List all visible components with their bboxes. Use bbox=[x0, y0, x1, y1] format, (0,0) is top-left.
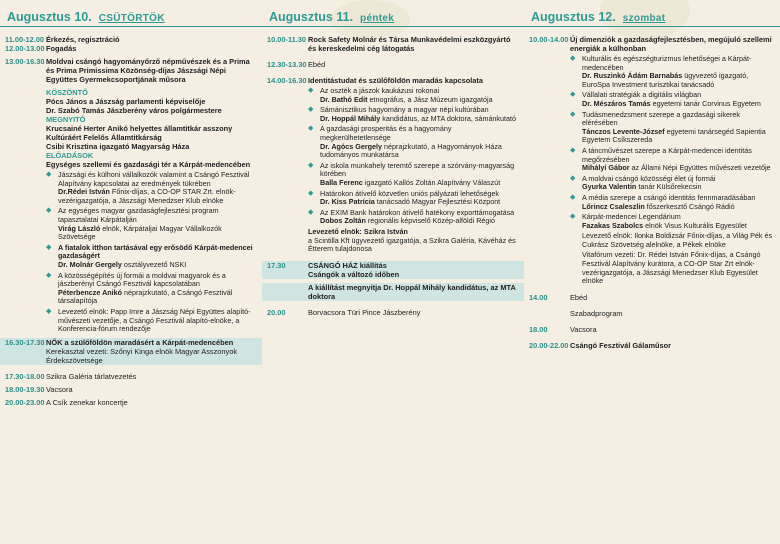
section-row: MEGNYITÓ bbox=[46, 115, 86, 124]
talk-item: ◆ Kárpát-medencei Legendárium Fazakas Szabolcs elnök Visus Kulturális Egyesület bbox=[570, 212, 747, 230]
diamond-bullet-icon: ◆ bbox=[308, 106, 314, 114]
section-row: KÖSZÖNTŐ bbox=[46, 88, 88, 97]
schedule-row: Pócs János a Jászság parlamenti képviselője bbox=[46, 97, 206, 106]
diamond-bullet-icon: ◆ bbox=[46, 243, 52, 251]
schedule-row: 10.00-11.30 Rock Safety Molnár és Társa Munkavédelmi eszközgyártó és kereskedelmi cég látogatás bbox=[267, 35, 511, 53]
schedule-row: 17.30 CSÁNGÓ HÁZ kiállítás Csángók a változó időben bbox=[262, 261, 524, 279]
section-row: ELŐADÁSOK bbox=[46, 151, 94, 160]
schedule-row: 11.00-12.00 Érkezés, regisztráció bbox=[5, 35, 120, 44]
talk-item: ◆ Tudásmenedzsment szerepe a gazdasági sikerek elérésében Tánczos Levente-József egyetemi tanársegéd Sapientia Egyetem Csíkszereda bbox=[570, 109, 766, 145]
schedule-row: Szabadprogram bbox=[570, 308, 623, 318]
talk-item: ◆ A moldvai csángó közösségi élet új formái Gyurka Valentin tanár Külsőrekecsin bbox=[570, 173, 716, 192]
schedule-row: 20.00-23.00 A Csík zenekar koncertje bbox=[5, 397, 128, 407]
moderator-item: Vitafórum vezeti: Dr. Rédei István Főnix-díjas, a Csángó Fesztivál Alapítvány kurátora, a CO-OP Star Zrt elnök-vezérigazgatója, a Jászsági Menedzser Klub Egyesület elnöke bbox=[582, 250, 761, 286]
day-column-aug-11 bbox=[262, 0, 524, 544]
schedule-row: A kiállítást megnyitja Dr. Hoppál Mihály kandidátus, az MTA doktora bbox=[262, 283, 524, 301]
talk-item: ◆ A média szerepe a csángó identitás fennmaradásában Lőrincz Csaleszlin főszerkesztő Csángó Rádió bbox=[570, 192, 756, 211]
schedule-row: 18.00-19.30 Vacsora bbox=[5, 384, 73, 394]
schedule-row: 20.00 Borvacsora Türi Pince Jászberény bbox=[267, 307, 421, 317]
diamond-bullet-icon: ◆ bbox=[308, 161, 314, 169]
talk-item: ◆ Jászsági és külhoni vállalkozók valamint a Csángó Fesztivál Alapítvány kapcsolatai az eredmények tükrében Dr.Rédei István Főnix-díjas, a CO-OP STAR Zrt. elnök-vezérigazgatója, a Jászsági Menedzser Klub elnöke bbox=[46, 170, 250, 205]
schedule-row: 12.00-13.00 Fogadás bbox=[5, 44, 77, 53]
diamond-bullet-icon: ◆ bbox=[570, 174, 576, 182]
day-header: Augusztus 10. CSÜTÖRTÖK bbox=[7, 10, 165, 24]
schedule-row: 10.00-14.00 Új dimenziók a gazdaságfejlesztésben, megújuló szellemi energiák a külhonban bbox=[529, 35, 772, 53]
talk-item: ◆ Az oszték a jászok kaukázusi rokonai Dr. Bathó Edit etnográfus, a Jász Múzeum igazgatója bbox=[308, 86, 493, 104]
diamond-bullet-icon: ◆ bbox=[308, 208, 314, 216]
schedule-row: Dr. Szabó Tamás Jászberény város polgármestere bbox=[46, 106, 222, 115]
diamond-bullet-icon: ◆ bbox=[46, 171, 52, 178]
schedule-row: Csibi Krisztina igazgató Magyarság Háza bbox=[46, 142, 190, 151]
talk-item: ◆ Kulturális és egészségturizmus lehetőségei a Kárpát-medencében Dr. Ruszinkó Ádám Barnabás ügyvezető igazgató, EuroSpa Investment turisztikai tanácsadó bbox=[570, 54, 752, 89]
schedule-row: 16.30-17.30 NŐK a szülőföldön maradásért a Kárpát-medencében Kerekasztal vezeti: Szőnyi Kinga elnök Magyar Asszonyok Érdekszövetsége bbox=[0, 338, 262, 365]
talk-item: ◆ A közösségépítés új formái a moldvai magyarok és a jászberényi Csángó Fesztivál kapcsolatában Péterbencze Anikó néprajzkutató, a Csángó Fesztivál társalapítója bbox=[46, 270, 233, 306]
moderator-item: Levezető elnök: Ilonka Boldizsár Főnix-díjas, a Világ Pék és Cukrász Szövetség alelnöke, a Pékek elnöke bbox=[582, 231, 773, 249]
diamond-bullet-icon: ◆ bbox=[308, 87, 314, 94]
schedule-row: 20.00-22.00 Csángó Fesztivál Gálaműsor bbox=[529, 340, 672, 350]
schedule-row: Egységes szellemi és gazdasági tér a Kárpát-medencében bbox=[46, 160, 251, 169]
diamond-bullet-icon: ◆ bbox=[570, 213, 576, 221]
diamond-bullet-icon: ◆ bbox=[570, 91, 576, 99]
schedule-row: 13.00-16.30 Moldvai csángó hagyományőrző népművészek és a Prima és Prima Primissima Közönség-díjas Jászsági Népi Együttes Gyermekcsoportjának műsora bbox=[5, 57, 250, 84]
day-column-aug-10 bbox=[0, 0, 262, 544]
divider bbox=[0, 26, 262, 35]
schedule-row: 12.30-13.30 Ebéd bbox=[267, 60, 326, 69]
diamond-bullet-icon: ◆ bbox=[570, 110, 576, 118]
talk-item: ◆ Az egységes magyar gazdaságfejlesztési program tapasztalatai Kárpátalján Virág László elnök, Kárpátaljai Magyar Vállalkozók Szövetsége bbox=[46, 206, 222, 242]
talk-item: ◆ Vállalati stratégiák a digitális világban Dr. Mészáros Tamás egyetemi tanár Corvinus Egyetem bbox=[570, 90, 761, 108]
talk-item: ◆ Levezető elnök: Papp Imre a Jászság Népi Együttes alapító-művészeti vezetője, a Csángó Fesztivál alapító-elnöke, a Konferencia-fórum rendezője bbox=[46, 306, 251, 334]
schedule-row: 14.00 Ebéd bbox=[529, 292, 588, 302]
schedule-row: 17.30-18.00 Szikra Galéria tárlatvezetés bbox=[5, 371, 137, 381]
divider bbox=[524, 26, 780, 35]
diamond-bullet-icon: ◆ bbox=[570, 55, 576, 62]
talk-item: ◆ A fiatalok itthon tartásával egy erősödő Kárpát-medencei gazdaságért Dr. Molnár Gergely osztályvezető NSKI bbox=[46, 242, 253, 269]
schedule-row: 14.00-16.30 Identitástudat és szülőföldön maradás kapcsolata bbox=[267, 76, 483, 85]
schedule-row: 18.00 Vacsora bbox=[529, 324, 597, 334]
divider bbox=[262, 26, 524, 35]
day-column-aug-12 bbox=[524, 0, 780, 544]
talk-item: ◆ Az EXIM Bank határokon átívelő hatékony exporttámogatása Dobos Zoltán regionális képviselő Közép-alföldi Régió bbox=[308, 207, 515, 226]
diamond-bullet-icon: ◆ bbox=[570, 193, 576, 201]
diamond-bullet-icon: ◆ bbox=[570, 146, 576, 154]
moderator-item: Levezető elnök: Szikra István a Scintilla Kft ügyvezető igazgatója, a Szikra Galéria, Kávéház és Étterem tulajdonosa bbox=[308, 226, 516, 254]
diamond-bullet-icon: ◆ bbox=[308, 125, 314, 133]
day-header: Augusztus 11. péntek bbox=[269, 10, 395, 24]
diamond-bullet-icon: ◆ bbox=[308, 189, 314, 197]
day-header: Augusztus 12. szombat bbox=[531, 10, 666, 24]
talk-item: ◆ A gazdasági prosperitás és a hagyomány megkerülhetetlensége Dr. Agócs Gergely néprajzkutató, a Hagyományok Háza tudományos munkatársa bbox=[308, 124, 502, 160]
diamond-bullet-icon: ◆ bbox=[46, 271, 52, 279]
talk-item: ◆ A táncművészet szerepe a Kárpát-medencei identitás megőrzésében Mihályi Gábor az Állami Népi Együttes művészeti vezetője bbox=[570, 145, 771, 173]
talk-item: ◆ Határokon átívelő közvetlen uniós pályázati lehetőségek Dr. Kiss Patrícia tanácsadó Magyar Fejlesztési Központ bbox=[308, 188, 501, 207]
talk-item: ◆ Sámánisztikus hagyomány a magyar népi kultúrában Dr. Hoppál Mihály kandidátus, az MTA doktora, sámánkutató bbox=[308, 105, 517, 123]
diamond-bullet-icon: ◆ bbox=[46, 307, 52, 315]
talk-item: ◆ Az iskola munkahely teremtő szerepe a szórvány-magyarság körében Balla Ferenc igazgató Kallós Zoltán Alapítvány Válaszút bbox=[308, 160, 515, 187]
schedule-row: Krucsainé Herter Anikó helyettes államtitkár asszony Kultúráért Felelős Államtitkárság bbox=[46, 124, 233, 142]
diamond-bullet-icon: ◆ bbox=[46, 207, 52, 215]
